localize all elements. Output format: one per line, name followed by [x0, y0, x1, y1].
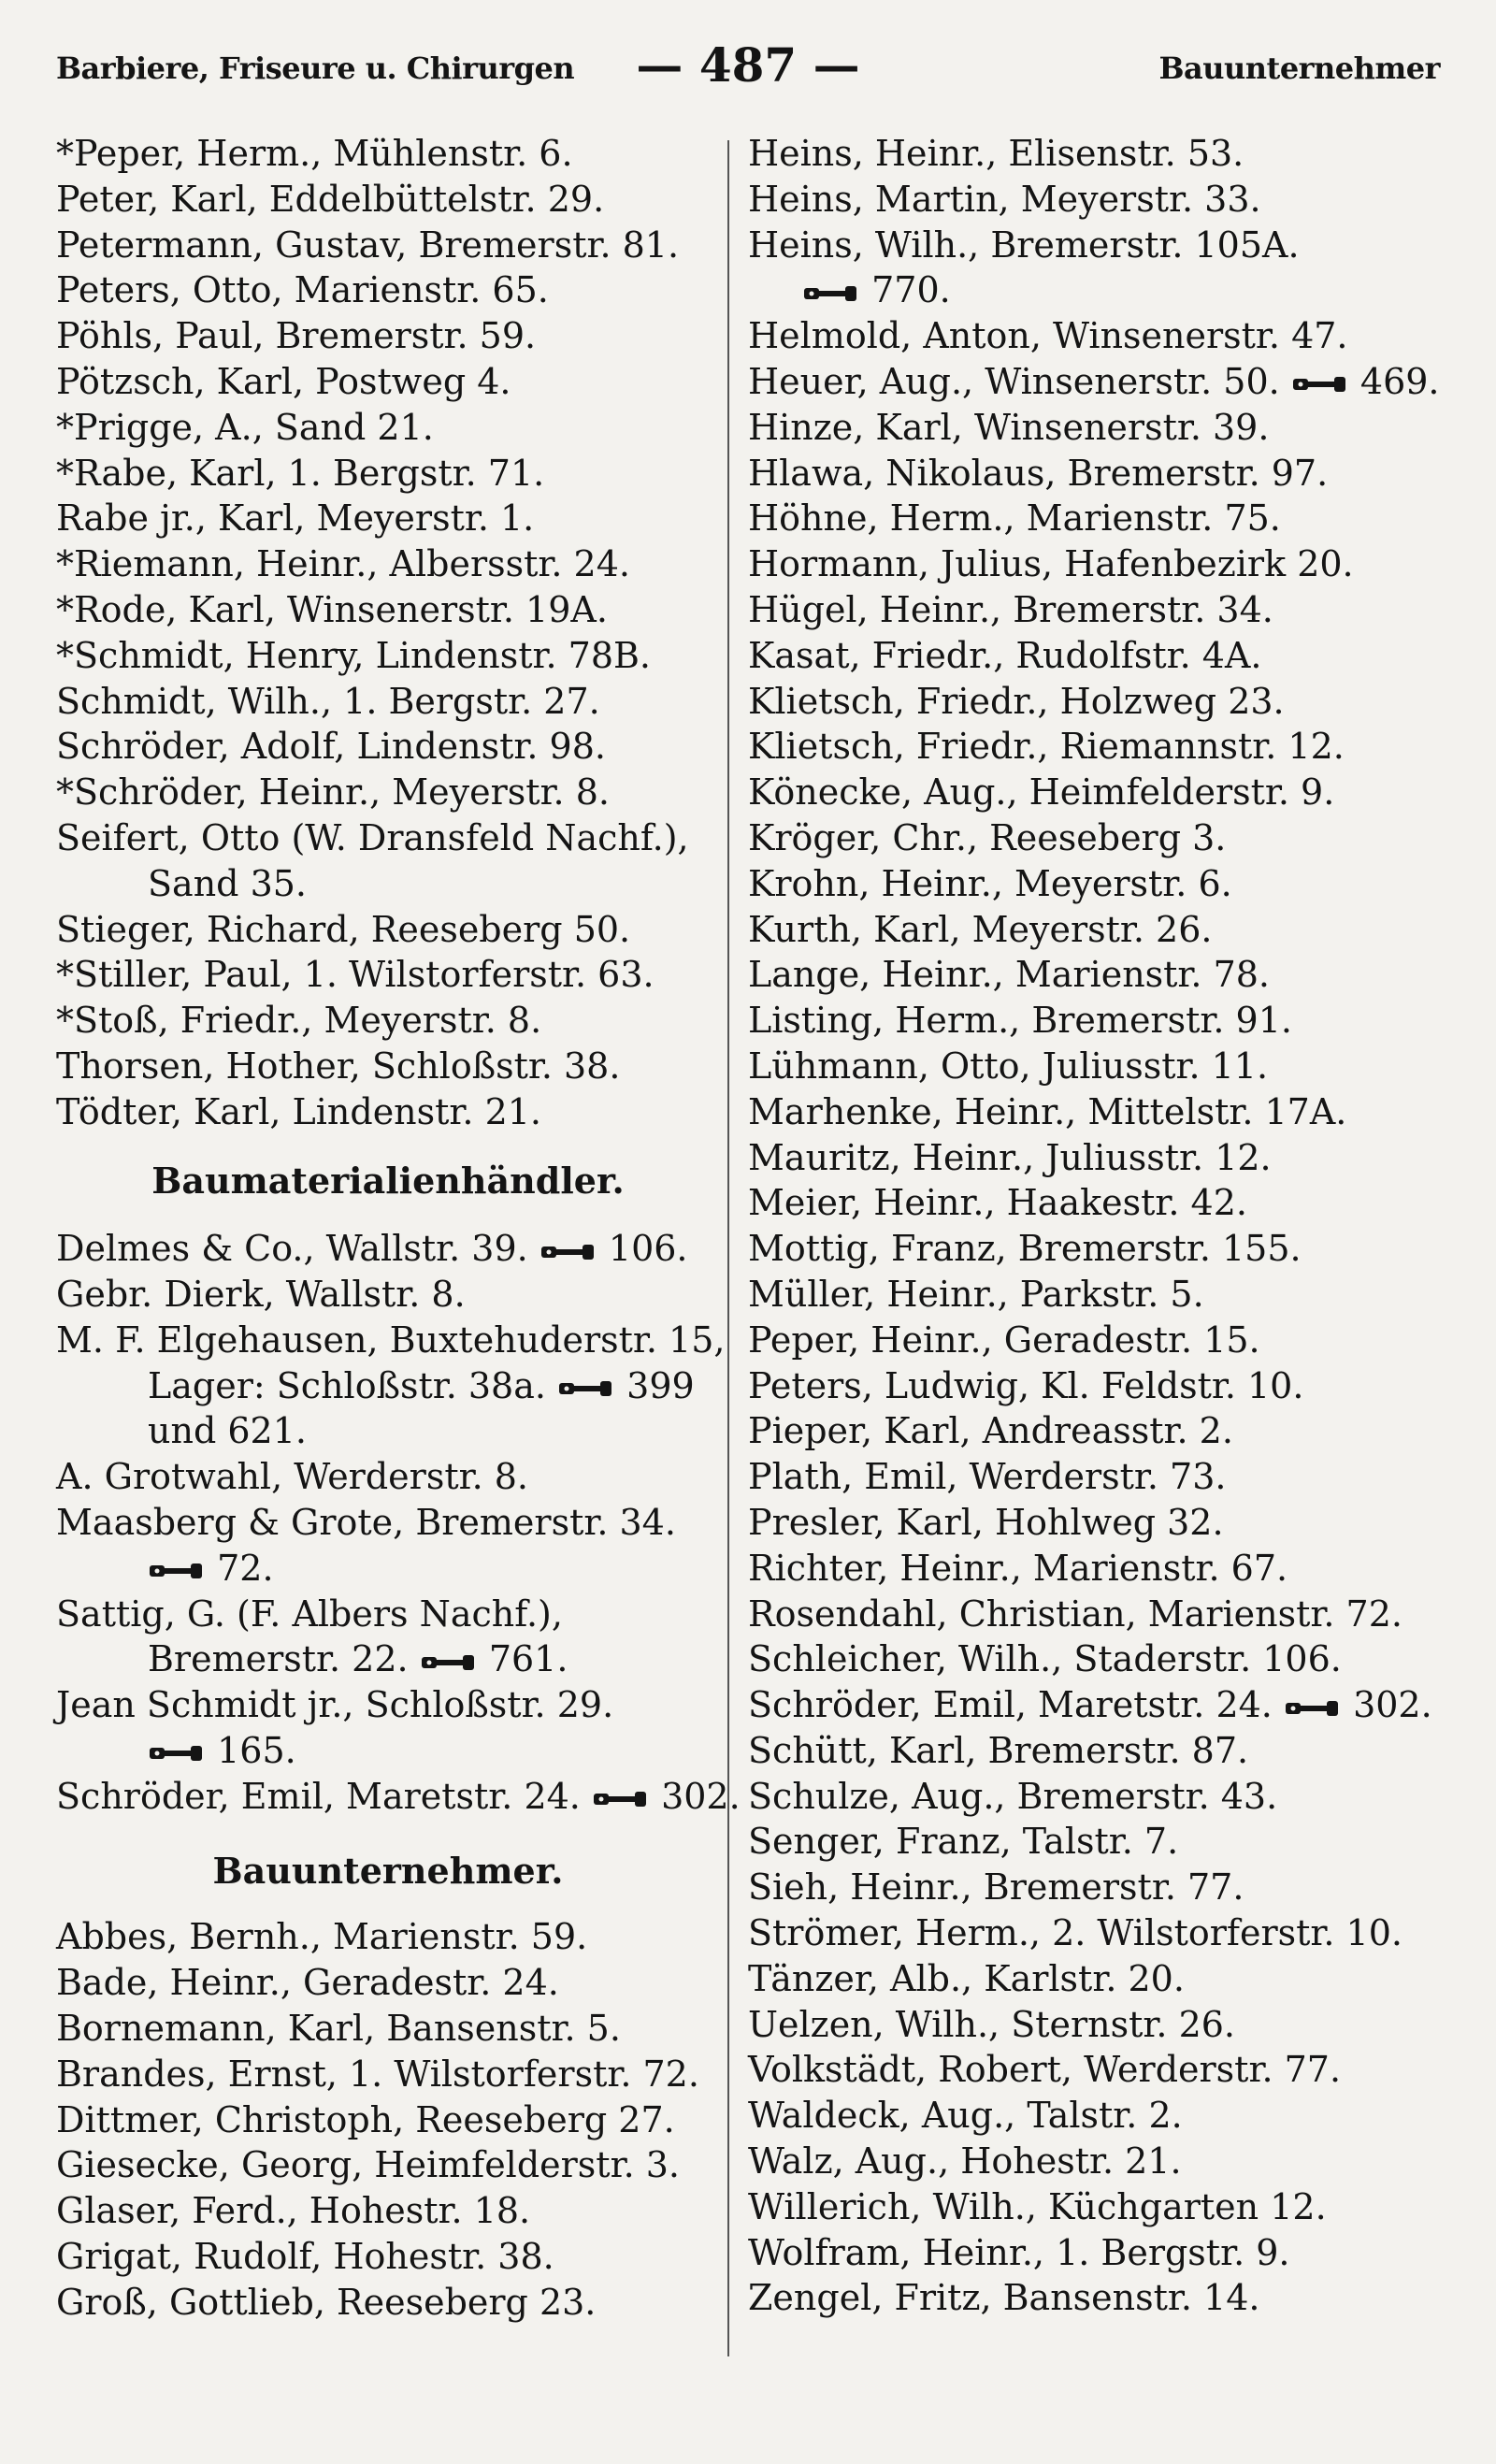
telephone-icon — [592, 1789, 650, 1809]
list-item: Sattig, G. (F. Albers Nachf.), — [56, 1592, 563, 1635]
list-item: Willerich, Wilh., Küchgarten 12. — [748, 2185, 1327, 2227]
list-item: Meier, Heinr., Haakestr. 42. — [748, 1182, 1247, 1224]
section-heading-materials: Baumaterialienhändler. — [151, 1159, 625, 1202]
list-item: Peper, Heinr., Geradestr. 15. — [748, 1318, 1260, 1361]
list-item: Bornemann, Karl, Bansenstr. 5. — [56, 2008, 621, 2050]
list-item: Marhenke, Heinr., Mittelstr. 17A. — [748, 1090, 1347, 1132]
list-item: Hormann, Julius, Hafenbezirk 20. — [748, 543, 1354, 585]
list-item: Lühmann, Otto, Juliusstr. 11. — [748, 1045, 1269, 1087]
list-item: Presler, Karl, Hohlweg 32. — [748, 1501, 1224, 1543]
list-item: Tödter, Karl, Lindenstr. 21. — [56, 1090, 542, 1132]
list-item: M. F. Elgehausen, Buxtehuderstr. 15, — [56, 1318, 726, 1361]
header-right: Bauunternehmer — [1158, 50, 1440, 86]
section-heading-contractors: Bauunternehmer. — [212, 1850, 564, 1893]
list-item-continuation — [56, 1363, 720, 1409]
list-item: Glaser, Ferd., Hohestr. 18. — [56, 2190, 531, 2232]
list-item: Maasberg & Grote, Bremerstr. 34. — [56, 1501, 676, 1543]
entry-text: Delmes & Co., Wallstr. 39. — [56, 1228, 528, 1270]
list-item: Gebr. Dierk, Wallstr. 8. — [56, 1273, 466, 1315]
list-item: Thorsen, Hother, Schloßstr. 38. — [56, 1045, 621, 1087]
list-item — [56, 1774, 741, 1820]
list-item: Brandes, Ernst, 1. Wilstorferstr. 72. — [56, 2053, 699, 2095]
phone-number: 302. — [661, 1775, 741, 1817]
phone-number: 302. — [1353, 1684, 1432, 1726]
list-item-continuation: Sand 35. — [148, 862, 307, 904]
list-item: Pieper, Karl, Andreasstr. 2. — [748, 1410, 1233, 1452]
entry-text: Bremerstr. 22. — [148, 1638, 409, 1680]
list-item: Waldeck, Aug., Talstr. 2. — [748, 2095, 1183, 2137]
entry-text: Schröder, Emil, Maretstr. 24. — [748, 1684, 1273, 1726]
list-item: *Stiller, Paul, 1. Wilstorferstr. 63. — [56, 954, 654, 996]
list-item: Mottig, Franz, Bremerstr. 155. — [748, 1228, 1302, 1270]
list-item: Peter, Karl, Eddelbüttelstr. 29. — [56, 178, 605, 220]
list-item: Hügel, Heinr., Bremerstr. 34. — [748, 588, 1273, 630]
left-column — [56, 131, 741, 2326]
list-item: Peters, Ludwig, Kl. Feldstr. 10. — [748, 1364, 1304, 1406]
list-item: Abbes, Bernh., Marienstr. 59. — [56, 1916, 588, 1958]
list-item: *Schröder, Heinr., Meyerstr. 8. — [56, 771, 610, 814]
list-item — [748, 359, 1440, 405]
list-item: Könecke, Aug., Heimfelderstr. 9. — [748, 771, 1335, 814]
list-item: Grigat, Rudolf, Hohestr. 38. — [56, 2236, 554, 2278]
list-item-continuation — [56, 1546, 720, 1592]
list-item: Kasat, Friedr., Rudolfstr. 4A. — [748, 634, 1262, 676]
list-item: Lange, Heinr., Marienstr. 78. — [748, 954, 1271, 996]
list-item: Senger, Franz, Talstr. 7. — [748, 1821, 1179, 1863]
list-item: Pöhls, Paul, Bremerstr. 59. — [56, 315, 537, 357]
list-item-continuation — [56, 1728, 720, 1774]
list-item: Seifert, Otto (W. Dransfeld Nachf.), — [56, 816, 689, 858]
list-item: Schleicher, Wilh., Staderstr. 106. — [748, 1638, 1342, 1680]
phone-number: 72. — [217, 1547, 274, 1589]
header-left: Barbiere, Friseure u. Chirurgen — [56, 50, 575, 86]
list-item: Stieger, Richard, Reeseberg 50. — [56, 908, 631, 950]
entry-text: Lager: Schloßstr. 38a. — [148, 1364, 546, 1406]
right-column — [748, 131, 1440, 2321]
entry-text: Heuer, Aug., Winsenerstr. 50. — [748, 360, 1280, 402]
list-item-continuation — [748, 267, 1440, 313]
page-header — [56, 37, 1440, 94]
list-item: A. Grotwahl, Werderstr. 8. — [56, 1456, 529, 1498]
column-divider — [727, 140, 729, 2356]
list-item: *Peper, Herm., Mühlenstr. 6. — [56, 133, 573, 174]
list-item: Petermann, Gustav, Bremerstr. 81. — [56, 223, 680, 266]
list-item: Müller, Heinr., Parkstr. 5. — [748, 1273, 1204, 1315]
list-item: Dittmer, Christoph, Reeseberg 27. — [56, 2098, 675, 2140]
list-item: Walz, Aug., Hohestr. 21. — [748, 2140, 1182, 2183]
phone-number: 106. — [608, 1228, 688, 1270]
telephone-icon — [148, 1743, 206, 1764]
list-item: Giesecke, Georg, Heimfelderstr. 3. — [56, 2144, 680, 2186]
list-item: *Rode, Karl, Winsenerstr. 19A. — [56, 588, 608, 630]
list-item: *Stoß, Friedr., Meyerstr. 8. — [56, 1000, 542, 1042]
list-item: Hlawa, Nikolaus, Bremerstr. 97. — [748, 452, 1329, 494]
list-item: Kurth, Karl, Meyerstr. 26. — [748, 908, 1213, 950]
entry-text: Schröder, Emil, Maretstr. 24. — [56, 1775, 581, 1817]
list-item-continuation: und 621. — [148, 1410, 307, 1452]
list-item: *Prigge, A., Sand 21. — [56, 406, 434, 448]
list-item: Helmold, Anton, Winsenerstr. 47. — [748, 315, 1348, 357]
telephone-icon — [420, 1652, 478, 1673]
list-item: Mauritz, Heinr., Juliusstr. 12. — [748, 1136, 1272, 1178]
list-item: Zengel, Fritz, Bansenstr. 14. — [748, 2277, 1260, 2319]
list-item: Klietsch, Friedr., Riemannstr. 12. — [748, 726, 1345, 768]
phone-number: 770. — [871, 269, 951, 311]
list-item: Rosendahl, Christian, Marienstr. 72. — [748, 1592, 1402, 1635]
list-item: Hinze, Karl, Winsenerstr. 39. — [748, 406, 1270, 448]
list-item: Heins, Martin, Meyerstr. 33. — [748, 178, 1261, 220]
phone-number: 469. — [1359, 360, 1440, 402]
telephone-icon — [557, 1378, 615, 1399]
list-item: Heins, Wilh., Bremerstr. 105A. — [748, 223, 1300, 266]
phone-number: 399 — [626, 1364, 695, 1406]
list-item-continuation — [56, 1636, 720, 1682]
list-item: Sieh, Heinr., Bremerstr. 77. — [748, 1866, 1244, 1909]
list-item: *Schmidt, Henry, Lindenstr. 78B. — [56, 634, 651, 676]
list-item: Uelzen, Wilh., Sternstr. 26. — [748, 2003, 1235, 2045]
list-item: Rabe jr., Karl, Meyerstr. 1. — [56, 497, 535, 540]
list-item: Volkstädt, Robert, Werderstr. 77. — [748, 2049, 1342, 2091]
list-item: Klietsch, Friedr., Holzweg 23. — [748, 680, 1285, 722]
list-item: Schmidt, Wilh., 1. Bergstr. 27. — [56, 680, 600, 722]
list-item: Jean Schmidt jr., Schloßstr. 29. — [56, 1684, 614, 1726]
telephone-icon — [539, 1242, 597, 1262]
list-item: Pötzsch, Karl, Postweg 4. — [56, 360, 511, 402]
list-item: Krohn, Heinr., Meyerstr. 6. — [748, 862, 1232, 904]
telephone-icon — [1284, 1698, 1342, 1719]
list-item: Strömer, Herm., 2. Wilstorferstr. 10. — [748, 1912, 1402, 1954]
telephone-icon — [1291, 374, 1349, 395]
telephone-icon — [148, 1561, 206, 1581]
list-item: Groß, Gottlieb, Reeseberg 23. — [56, 2281, 597, 2323]
phone-number: 761. — [488, 1638, 568, 1680]
list-item: Wolfram, Heinr., 1. Bergstr. 9. — [748, 2231, 1290, 2273]
list-item: Plath, Emil, Werderstr. 73. — [748, 1456, 1227, 1498]
list-item: *Riemann, Heinr., Albersstr. 24. — [56, 543, 630, 585]
list-item: Heins, Heinr., Elisenstr. 53. — [748, 133, 1244, 174]
list-item: Listing, Herm., Bremerstr. 91. — [748, 1000, 1292, 1042]
list-item: *Rabe, Karl, 1. Bergstr. 71. — [56, 452, 545, 494]
list-item: Kröger, Chr., Reeseberg 3. — [748, 816, 1227, 858]
list-item: Schröder, Adolf, Lindenstr. 98. — [56, 726, 606, 768]
list-item — [748, 1682, 1440, 1728]
telephone-icon — [802, 283, 860, 304]
list-item: Peters, Otto, Marienstr. 65. — [56, 269, 549, 311]
phone-number: 165. — [217, 1729, 296, 1771]
list-item — [56, 1226, 720, 1272]
list-item: Höhne, Herm., Marienstr. 75. — [748, 497, 1281, 540]
list-item: Bade, Heinr., Geradestr. 24. — [56, 1962, 559, 2004]
list-item: Schütt, Karl, Bremerstr. 87. — [748, 1729, 1249, 1771]
list-item: Schulze, Aug., Bremerstr. 43. — [748, 1775, 1278, 1817]
list-item: Tänzer, Alb., Karlstr. 20. — [748, 1957, 1185, 1999]
list-item: Richter, Heinr., Marienstr. 67. — [748, 1547, 1288, 1589]
page-number: — 487 — — [636, 37, 860, 93]
